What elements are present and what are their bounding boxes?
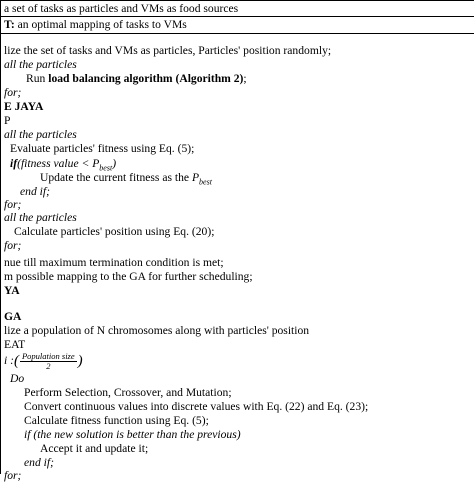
line-accept: Accept it and update it; (40, 442, 149, 455)
line-selection: Perform Selection, Crossover, and Mutation; (24, 386, 232, 399)
line-mapping: m possible mapping to the GA for further scheduling; (4, 270, 253, 283)
header-divider-1 (0, 16, 474, 17)
output-line (4, 18, 187, 31)
line-jaya-end: YA (4, 284, 20, 297)
left-rule (0, 0, 1, 474)
input-text: a set of tasks as particles and VMs as food sources (4, 2, 239, 15)
line-repeat: EAT (4, 338, 26, 351)
line-all-particles-2: all the particles (4, 128, 77, 141)
line-calc-position: Calculate particles' position using Eq. (20); (14, 225, 215, 238)
line-calc-fitness: Calculate fitness function using Eq. (5); (24, 414, 209, 427)
line-convert: Convert continuous values into discrete values with Eq. (22) and Eq. (23); (24, 400, 369, 413)
output-text: an optimal mapping of tasks to VMs (14, 18, 187, 31)
line-init-population: lize a population of N chromosomes along with particles' position (4, 324, 310, 337)
line-endfor-2: for; (4, 198, 22, 211)
line-evaluate: Evaluate particles' fitness using Eq. (5); (10, 142, 195, 155)
line-run-lb: Run load balancing algorithm (Algorithm 2); (26, 72, 247, 85)
line-endif-1: end if; (20, 185, 50, 198)
line-continue: nue till maximum termination condition is met; (4, 256, 224, 269)
input-line (4, 2, 238, 15)
line-endfor-1: for; (4, 86, 22, 99)
population-fraction: $\frac{\text{Population size}}{2}$ (21, 351, 75, 371)
line-p: P (4, 114, 11, 127)
top-rule (0, 0, 474, 1)
line-endfor-4: for; (4, 469, 22, 482)
output-label: T: (4, 18, 15, 31)
header-divider-2 (0, 33, 474, 34)
line-init: lize the set of tasks and VMs as particles, Particles' position randomly; (4, 44, 332, 57)
line-update-fitness: Update the current fitness as the $P_{best}$ (40, 171, 212, 187)
line-endfor-3: for; (4, 239, 22, 252)
line-if-fitness: if(fitness value < $P_{best}$) (10, 157, 117, 173)
line-endif-2: end if; (24, 456, 54, 469)
line-if-better: if (the new solution is better than the previous) (24, 428, 241, 441)
line-jaya-title: E JAYA (4, 100, 44, 113)
line-all-particles-3: all the particles (4, 211, 77, 224)
line-for-half-population: i :( $\frac{\text{Population size}}{2}$ ) (4, 351, 83, 371)
line-ga-title: GA (4, 310, 22, 323)
algorithm-2-ref: load balancing algorithm (Algorithm 2) (48, 72, 244, 85)
line-do: Do (10, 372, 25, 385)
line-all-particles-1: all the particles (4, 58, 77, 71)
